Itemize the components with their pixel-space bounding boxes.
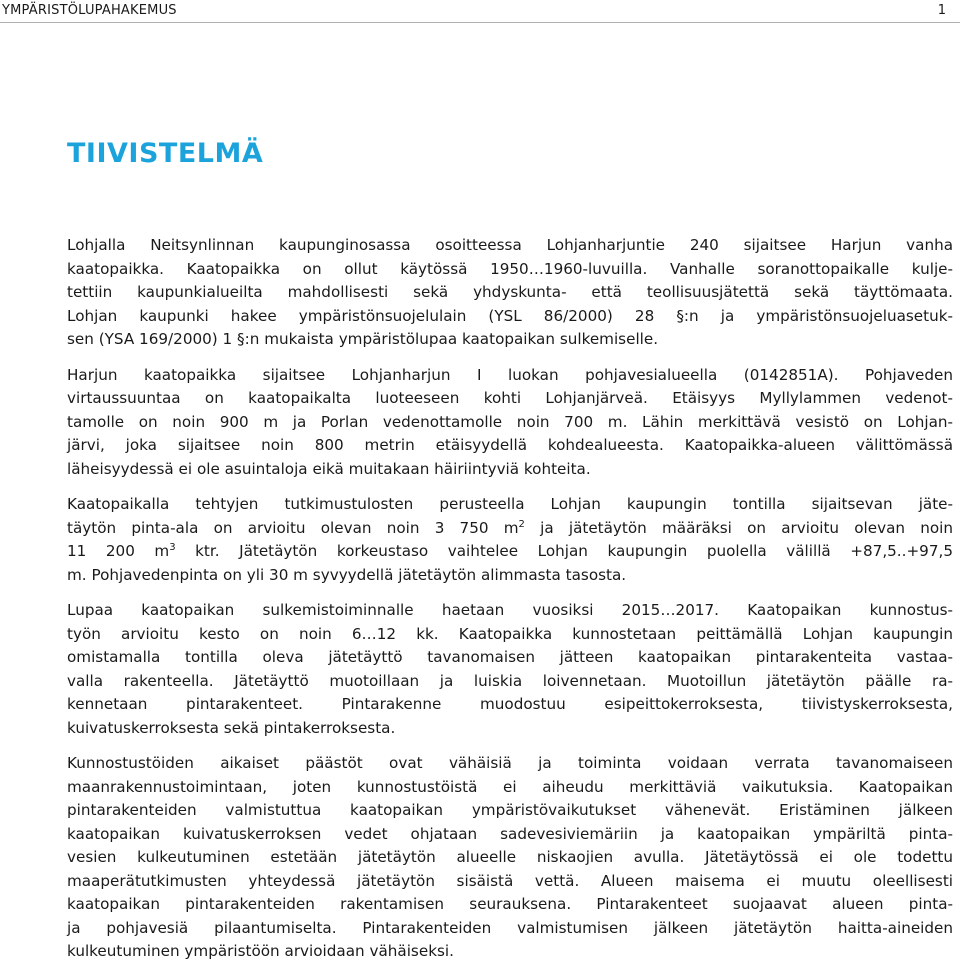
text-line: Lohjalla Neitsynlinnan kaupunginosassa osoitteessa Lohjanharjuntie 240 sijaitsee Harjun vanha	[67, 236, 953, 254]
text-line: pintarakenteiden valmistuttua kaatopaikan ympäristövaikutukset vähenevät. Eristäminen jälkeen	[67, 801, 953, 819]
text-line: virtaussuuntaa on kaatopaikalta luoteeseen kohti Lohjanjärveä. Etäisyys Myllylammen vedenot-	[67, 389, 953, 407]
superscript: 2	[518, 518, 525, 530]
text-line: sen (YSA 169/2000) 1 §:n mukaista ympäristölupaa kaatopaikan sulkemiselle.	[67, 330, 659, 348]
text-line	[67, 517, 953, 541]
paragraph-2	[67, 364, 953, 482]
text-segment: 11 200 m	[67, 542, 170, 560]
page-header	[0, 2, 960, 20]
header-title: YMPÄRISTÖLUPAHAKEMUS	[2, 3, 177, 18]
text-line: valla rakenteella. Jätetäyttö muotoillaan ja luiskia loivennetaan. Muotoillun jätetäytön päälle ra-	[67, 671, 953, 690]
text-line: työn arvioitu kesto on noin 6…12 kk. Kaatopaikka kunnostetaan peittämällä Lohjan kaupungin	[67, 624, 953, 643]
text-line: Lupaa kaatopaikan sulkemistoiminnalle haetaan vuosiksi 2015…2017. Kaatopaikan kunnostus-	[67, 601, 953, 619]
document-body	[67, 234, 953, 976]
text-segment: ktr. Jätetäytön korkeustaso vaihtelee Lohjan kaupungin puolella välillä +87,5..+97,5	[175, 542, 954, 560]
text-line: läheisyydessä ei ole asuintaloja eikä muitakaan häiriintyviä kohteita.	[67, 459, 591, 478]
paragraph-5	[67, 752, 953, 964]
text-line: kaatopaikka. Kaatopaikka on ollut käytössä 1950…1960-luvuilla. Vanhalle soranottopaikalle kulje-	[67, 259, 953, 278]
paragraph-3	[67, 493, 953, 587]
text-line: Kaatopaikalla tehtyjen tutkimustulosten perusteella Lohjan kaupungin tontilla sijaitsevan jäte-	[67, 495, 953, 513]
text-line: tamolle on noin 900 m ja Porlan vedenottamolle noin 700 m. Lähin merkittävä vesistö on Lohjan-	[67, 412, 953, 431]
text-line: tettiin kaupunkialueilta mahdollisesti sekä yhdyskunta- että teollisuusjätettä sekä täyttömaata.	[67, 283, 953, 301]
text-line: Kunnostustöiden aikaiset päästöt ovat vähäisiä ja toiminta voidaan verrata tavanomaiseen	[67, 754, 953, 772]
text-line: Lohjan kaupunki hakee ympäristönsuojelulain (YSL 86/2000) 28 §:n ja ympäristönsuojeluasetuk-	[67, 306, 953, 325]
header-divider	[0, 22, 960, 23]
text-line: m. Pohjavedenpinta on yli 30 m syvyydellä jätetäytön alimmasta tasosta.	[67, 565, 627, 584]
superscript: 3	[169, 542, 176, 553]
text-line: Harjun kaatopaikka sijaitsee Lohjanharjun I luokan pohjavesialueella (0142851A). Pohjaveden	[67, 365, 953, 384]
text-line: kaatopaikan kuivatuskerroksen vedet ohjataan sadevesiviemäriin ja kaatopaikan ympäriltä pinta-	[67, 824, 953, 843]
text-line: maanrakennustoimintaan, joten kunnostustöistä ei aiheudu merkittäviä vaikutuksia. Kaatopaikan	[67, 777, 953, 796]
text-line: kulkeutuminen ympäristöön arvioidaan vähäiseksi.	[67, 942, 454, 960]
text-line	[67, 540, 953, 564]
text-line: kennetaan pintarakenteet. Pintarakenne muodostuu esipeittokerroksesta, tiivistyskerroksesta,	[67, 695, 953, 713]
text-segment: ja jätetäytön määräksi on arvioitu olevan noin	[524, 518, 953, 537]
paragraph-1	[67, 234, 953, 352]
text-line: kuivatuskerroksesta sekä pintakerroksesta.	[67, 718, 396, 737]
text-segment: täytön pinta-ala on arvioitu olevan noin 3 750 m	[67, 518, 519, 537]
text-line: omistamalla tontilla oleva jätetäyttö tavanomaisen jätteen kaatopaikan pintarakenteita vastaa-	[67, 648, 953, 666]
text-line: järvi, joka sijaitsee noin 800 metrin etäisyydellä kohdealueesta. Kaatopaikka-alueen välittömässä	[67, 436, 953, 454]
text-line: maaperätutkimusten yhteydessä jätetäytön sisäistä vettä. Alueen maisema ei muutu oleellisesti	[67, 871, 953, 890]
text-line: ja pohjavesiä pilaantumiselta. Pintarakenteiden valmistumisen jälkeen jätetäytön haitta-aineiden	[67, 918, 953, 937]
text-line: kaatopaikan pintarakenteiden rakentamisen seurauksena. Pintarakenteet suojaavat alueen pinta-	[67, 895, 953, 913]
document-title: TIIVISTELMÄ	[67, 138, 264, 169]
text-line: vesien kulkeutuminen estetään jätetäytön alueelle niskaojien avulla. Jätetäytössä ei ole todettu	[67, 848, 953, 866]
page-number: 1	[937, 3, 946, 18]
paragraph-4	[67, 599, 953, 740]
